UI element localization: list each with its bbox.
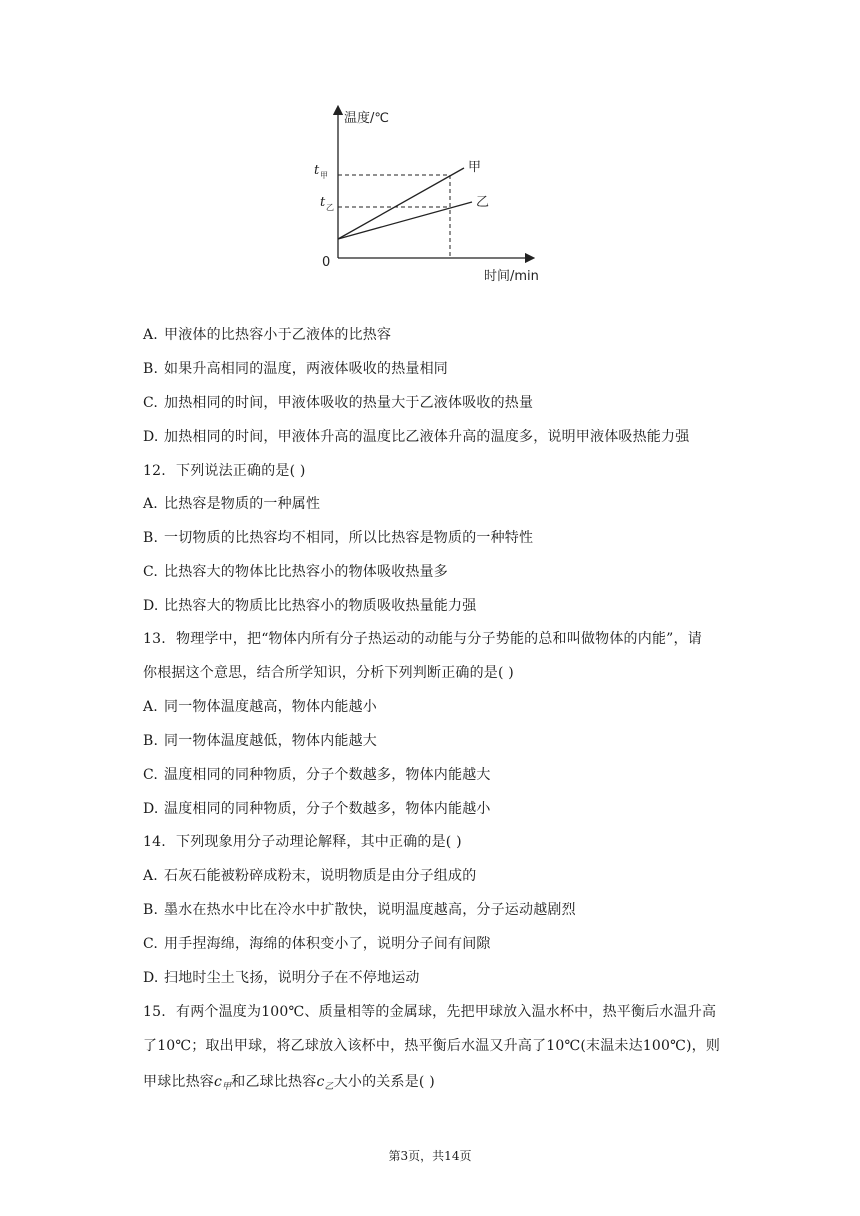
x-axis-label: 时间/min [484, 269, 539, 284]
t-yi-var: t [320, 195, 326, 210]
q12-option-a: A. 比热容是物质的一种属性 [143, 496, 321, 512]
q13-stem-line1: 13. 物理学中，把“物体内所有分子热运动的动能与分子势能的总和叫做物体的内能”，请 [143, 631, 702, 647]
temperature-time-graph [300, 96, 570, 292]
q12-option-c: C. 比热容大的物体比比热容小的物体吸收热量多 [143, 564, 448, 580]
q15-stem-line1: 15. 有两个温度为100℃、质量相等的金属球，先把甲球放入温水杯中，热平衡后水温升高 [143, 1004, 717, 1020]
q14-option-d: D. 扫地时尘土飞扬，说明分子在不停地运动 [143, 970, 420, 986]
q13-option-d: D. 温度相同的同种物质，分子个数越多，物体内能越小 [143, 801, 491, 817]
page-footer: 第3页，共14页 [388, 1149, 472, 1163]
q11-option-a: A. 甲液体的比热容小于乙液体的比热容 [143, 327, 392, 343]
t-jia-var: t [314, 163, 320, 178]
t-jia-sub: 甲 [320, 171, 328, 180]
graph-svg [300, 96, 570, 292]
line-jia [338, 168, 464, 239]
q15-stem-line2: 了10℃；取出甲球，将乙球放入该杯中，热平衡后水温又升高了10℃(末温未达100℃)，则 [143, 1038, 721, 1054]
q13-option-c: C. 温度相同的同种物质，分子个数越多，物体内能越大 [143, 767, 491, 783]
line-jia-label: 甲 [468, 160, 482, 175]
q11-option-c: C. 加热相同的时间，甲液体吸收的热量大于乙液体吸收的热量 [143, 395, 534, 411]
q14-option-b: B. 墨水在热水中比在冷水中扩散快，说明温度越高，分子运动越剧烈 [143, 902, 576, 918]
q12-option-d: D. 比热容大的物质比比热容小的物质吸收热量能力强 [143, 598, 477, 614]
q14-stem: 14. 下列现象用分子动理论解释，其中正确的是( ) [143, 834, 462, 850]
t-yi-sub: 乙 [326, 203, 334, 212]
y-axis-label: 温度/℃ [344, 111, 389, 126]
line-yi [338, 202, 472, 239]
q15-stem-line3: 甲球比热容$c_甲$和乙球比热容$c_乙$大小的关系是( ) [143, 1074, 435, 1092]
q12-stem: 12. 下列说法正确的是( ) [143, 463, 306, 479]
q13-option-b: B. 同一物体温度越低，物体内能越大 [143, 733, 377, 749]
c-yi-var: c [316, 1074, 325, 1090]
q13-option-a: A. 同一物体温度越高，物体内能越小 [143, 699, 377, 715]
q12-option-b: B. 一切物质的比热容均不相同，所以比热容是物质的一种特性 [143, 530, 534, 546]
q14-option-a: A. 石灰石能被粉碎成粉末，说明物质是由分子组成的 [143, 868, 477, 884]
q11-option-d: D. 加热相同的时间，甲液体升高的温度比乙液体升高的温度多，说明甲液体吸热能力强 [143, 429, 690, 445]
c-yi-sub: 乙 [324, 1082, 334, 1092]
c-jia-var: c [214, 1074, 223, 1090]
c-jia-sub: 甲 [222, 1082, 232, 1092]
q13-stem-line2: 你根据这个意思，结合所学知识，分析下列判断正确的是( ) [143, 665, 514, 681]
q11-option-b: B. 如果升高相同的温度，两液体吸收的热量相同 [143, 361, 448, 377]
origin-label: 0 [322, 255, 331, 270]
line-yi-label: 乙 [476, 195, 490, 210]
q14-option-c: C. 用手捏海绵，海绵的体积变小了，说明分子间有间隙 [143, 936, 491, 952]
